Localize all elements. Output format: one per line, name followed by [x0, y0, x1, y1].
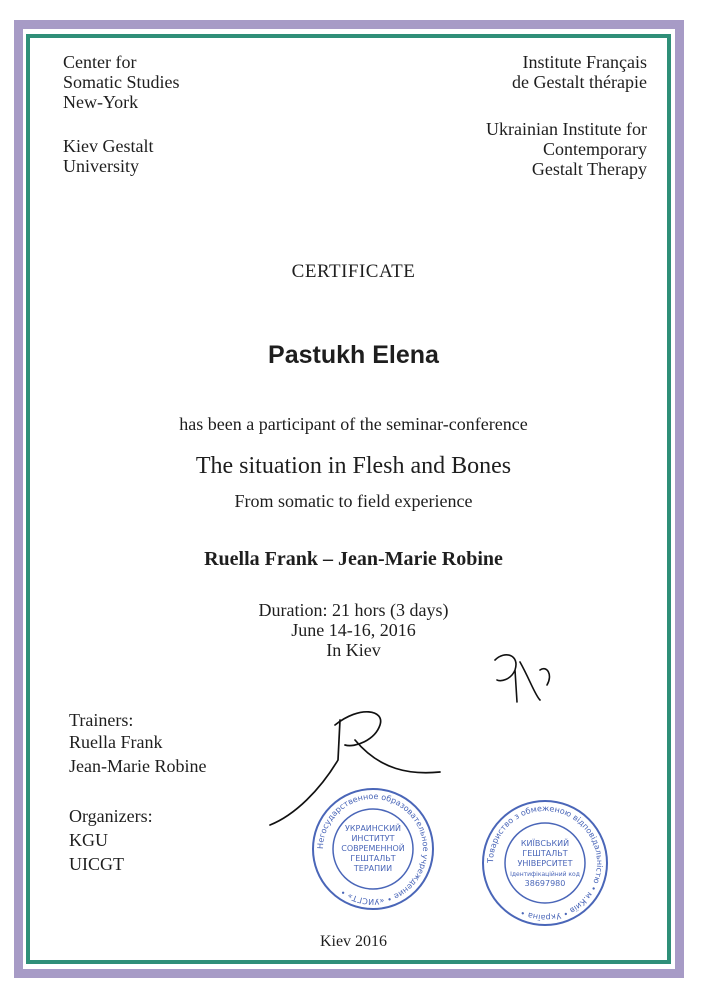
right-org2-line-3: Gestalt Therapy — [531, 159, 647, 179]
stamp-kgu — [480, 798, 610, 928]
stamp-uicgt-center-1: УКРАИНСКИЙ — [344, 824, 402, 833]
trainers-headline: Ruella Frank – Jean-Marie Robine — [204, 548, 503, 570]
trainer-name-2: Jean-Marie Robine — [69, 756, 207, 776]
stamp-kgu-center-4: Ідентифікаційний код — [510, 871, 580, 878]
place-date: Kiev 2016 — [319, 933, 388, 950]
organizers-heading: Organizers: — [69, 806, 153, 826]
right-org2-line-2: Contemporary — [543, 139, 647, 159]
signature-small — [485, 640, 575, 710]
left-org-line-3: New-York — [63, 92, 139, 112]
seminar-title: The situation in Flesh and Bones — [195, 453, 512, 479]
right-org-line-2: de Gestalt thérapie — [512, 72, 647, 92]
trainer-name-1: Ruella Frank — [69, 732, 163, 752]
right-org2-line-1: Ukrainian Institute for — [486, 119, 647, 139]
left-org2-line-1: Kiev Gestalt — [63, 136, 154, 156]
stamp-uicgt-center-4: ГЕШТАЛЬТ — [350, 854, 396, 863]
stamp-kgu-center-1: КИЇВСЬКИЙ — [520, 839, 570, 848]
seminar-subtitle: From somatic to field experience — [234, 491, 473, 511]
stamp-uicgt-ring-text: Негосударственное образовательное учреждение • «УИСГТ» • — [315, 791, 431, 907]
right-org-line-1: Institute Français — [522, 52, 647, 72]
participation-text: has been a participant of the seminar-conference — [179, 414, 528, 434]
duration-text: Duration: 21 hors (3 days) — [258, 600, 449, 620]
stamp-uicgt — [310, 786, 436, 912]
left-org-line-2: Somatic Studies — [63, 72, 180, 92]
location-text: In Kiev — [326, 640, 381, 660]
stamp-kgu-center-5: 38697980 — [524, 879, 566, 888]
organizer-name-1: KGU — [69, 830, 108, 850]
certificate-title: CERTIFICATE — [291, 261, 416, 282]
organizer-name-2: UICGT — [69, 854, 124, 874]
recipient-name: Pastukh Elena — [268, 341, 439, 369]
stamp-uicgt-center-3: СОВРЕМЕННОЙ — [341, 844, 405, 853]
stamp-uicgt-center-5: ТЕРАПИИ — [353, 864, 393, 873]
stamp-kgu-center-2: ГЕШТАЛЬТ — [522, 849, 568, 858]
stamp-uicgt-center-2: ИНСТИТУТ — [351, 834, 395, 843]
left-org2-line-2: University — [63, 156, 139, 176]
dates-text: June 14-16, 2016 — [291, 620, 416, 640]
left-org-line-1: Center for — [63, 52, 137, 72]
stamp-kgu-ring-text: Товариство з обмеженою відповідальністю • м.Київ • Україна • — [485, 803, 605, 923]
trainers-heading: Trainers: — [69, 710, 134, 730]
stamp-kgu-center-3: УНІВЕРСИТЕТ — [517, 859, 573, 868]
